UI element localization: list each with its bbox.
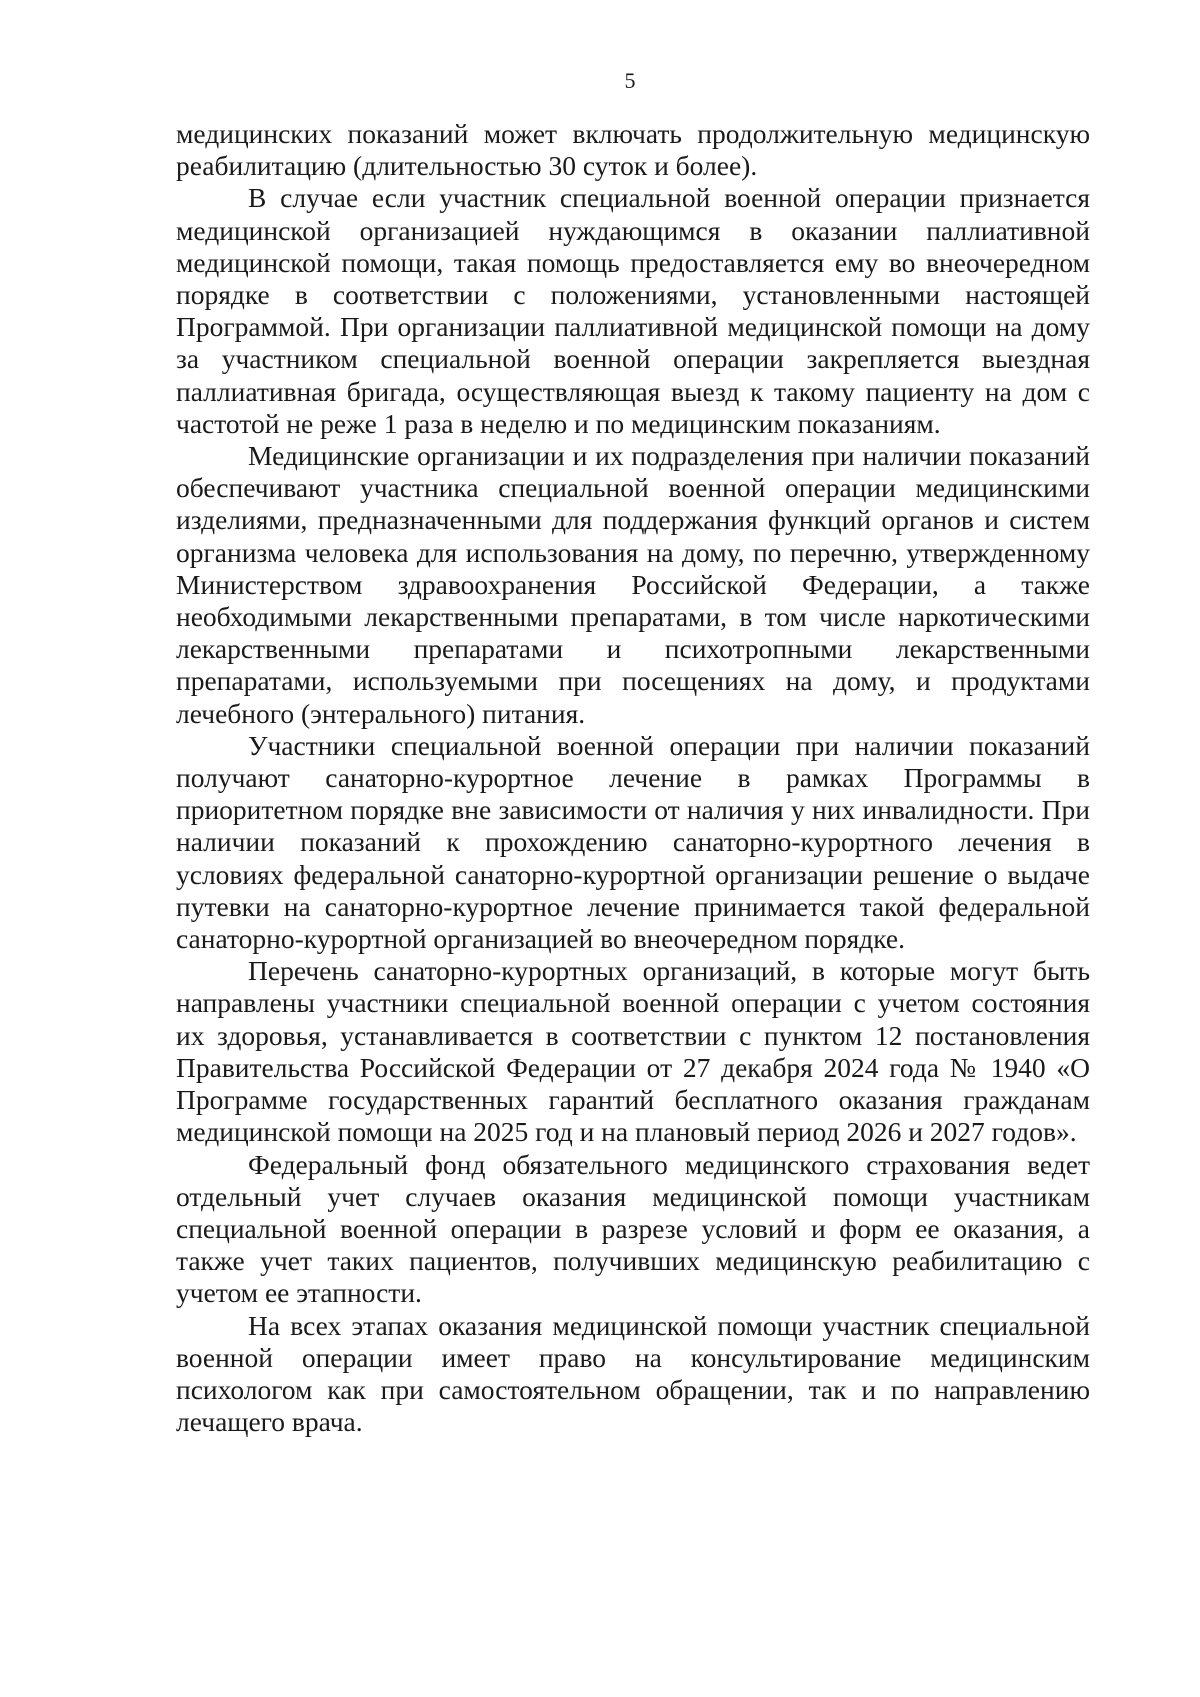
paragraph-medical-devices: Медицинские организации и их подразделения при наличии показаний обеспечивают участника специальной военной операции медицинскими изделиями, предназначенными для поддержания функций органов и систем организма человека для использования на дому, по перечню, утвержденному Министерством здравоохранения Российской Федерации, а также необходимыми лекарственными препаратами, в том числе наркотическими лекарственными препаратами и психотропными лекарственными препаратами, используемыми при посещениях на дому, и продуктами лечебного (энтерального) питания. <box>176 440 1090 729</box>
document-body <box>176 118 1090 1438</box>
paragraph-sanatorium-list: Перечень санаторно-курортных организаций, в которые могут быть направлены участники специальной военной операции с учетом состояния их здоровья, устанавливается в соответствии с пунктом 12 постановления Правительства Российской Федерации от 27 декабря 2024 года № 1940 «О Программе государственных гарантий бесплатного оказания гражданам медицинской помощи на 2025 год и на плановый период 2026 и 2027 годов». <box>176 955 1090 1148</box>
paragraph-insurance-fund: Федеральный фонд обязательного медицинского страхования ведет отдельный учет случаев оказания медицинской помощи участникам специальной военной операции в разрезе условий и форм ее оказания, а также учет таких пациентов, получивших медицинскую реабилитацию с учетом ее этапности. <box>176 1148 1090 1309</box>
paragraph-palliative-care: В случае если участник специальной военной операции признается медицинской организацией нуждающимся в оказании паллиативной медицинской помощи, такая помощь предоставляется ему во внеочередном порядке в соответствии с положениями, установленными настоящей Программой. При организации паллиативной медицинской помощи на дому за участником специальной военной операции закрепляется выездная паллиативная бригада, осуществляющая выезд к такому пациенту на дом с частотой не реже 1 раза в неделю и по медицинским показаниям. <box>176 182 1090 439</box>
paragraph-psychologist: На всех этапах оказания медицинской помощи участник специальной военной операции имеет право на консультирование медицинским психологом как при самостоятельном обращении, так и по направлению лечащего врача. <box>176 1309 1090 1438</box>
page-number: 5 <box>624 68 636 93</box>
paragraph-sanatorium-treatment: Участники специальной военной операции при наличии показаний получают санаторно-курортное лечение в рамках Программы в приоритетном порядке вне зависимости от наличия у них инвалидности. При наличии показаний к прохождению санаторно-курортного лечения в условиях федеральной санаторно-курортной организации решение о выдаче путевки на санаторно-курортное лечение принимается такой федеральной санаторно-курортной организацией во внеочередном порядке. <box>176 729 1090 955</box>
paragraph-continuation: медицинских показаний может включать продолжительную медицинскую реабилитацию (длительностью 30 суток и более). <box>176 118 1090 182</box>
